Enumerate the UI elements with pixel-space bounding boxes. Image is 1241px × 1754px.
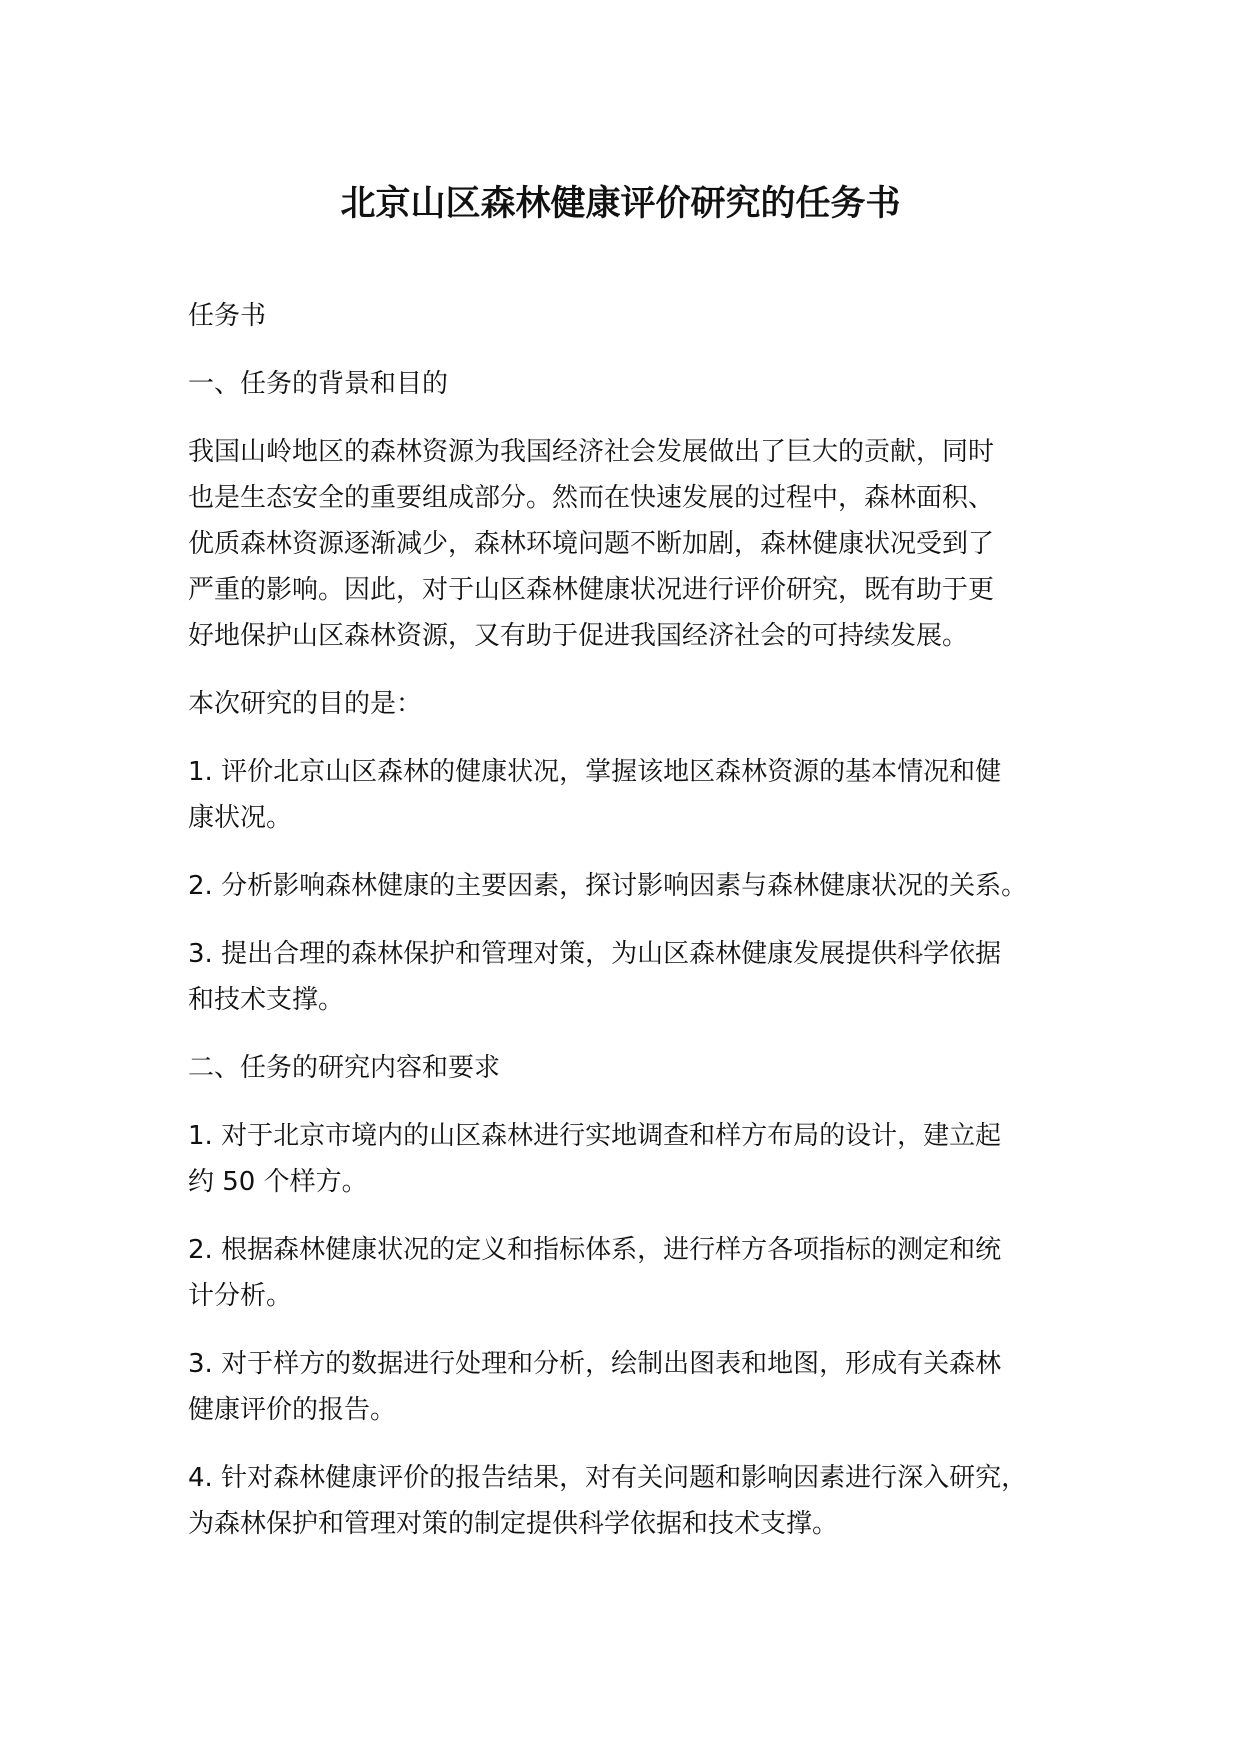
heading-task-book: 任务书 [188, 301, 267, 331]
document-title: 北京山区森林健康评价研究的任务书 [340, 184, 901, 224]
content-item-2: 2. 根据森林健康状况的定义和指标体系，进行样方各项指标的测定和统 计分析。 [188, 1235, 1002, 1311]
section-heading-background: 一、任务的背景和目的 [188, 369, 449, 399]
purpose-intro: 本次研究的目的是： [188, 689, 423, 719]
content-item-3: 3. 对于样方的数据进行处理和分析，绘制出图表和地图，形成有关森林 健康评价的报告。 [188, 1349, 1002, 1425]
background-paragraph: 我国山岭地区的森林资源为我国经济社会发展做出了巨大的贡献，同时 也是生态安全的重要组成部分。然而在快速发展的过程中，森林面积、 优质森林资源逐渐减少，森林环境问题不断加剧，森林健康状况受到了 严重的影响。因此，对于山区森林健康状况进行评价研究，既有助于更 好地保护山区森林资源，又有助于促进我国经济社会的可持续发展。 [188, 437, 995, 651]
section-heading-content: 二、任务的研究内容和要求 [188, 1053, 501, 1083]
purpose-item-3: 3. 提出合理的森林保护和管理对策，为山区森林健康发展提供科学依据 和技术支撑。 [188, 939, 1002, 1015]
purpose-item-1: 1. 评价北京山区森林的健康状况，掌握该地区森林资源的基本情况和健 康状况。 [188, 757, 1002, 833]
content-item-4: 4. 针对森林健康评价的报告结果，对有关问题和影响因素进行深入研究， 为森林保护和管理对策的制定提供科学依据和技术支撑。 [188, 1463, 1028, 1539]
content-item-1: 1. 对于北京市境内的山区森林进行实地调查和样方布局的设计，建立起 约 50 个样方。 [188, 1121, 1002, 1197]
document-body [188, 293, 1100, 1569]
purpose-item-2: 2. 分析影响森林健康的主要因素，探讨影响因素与森林健康状况的关系。 [188, 871, 1028, 901]
